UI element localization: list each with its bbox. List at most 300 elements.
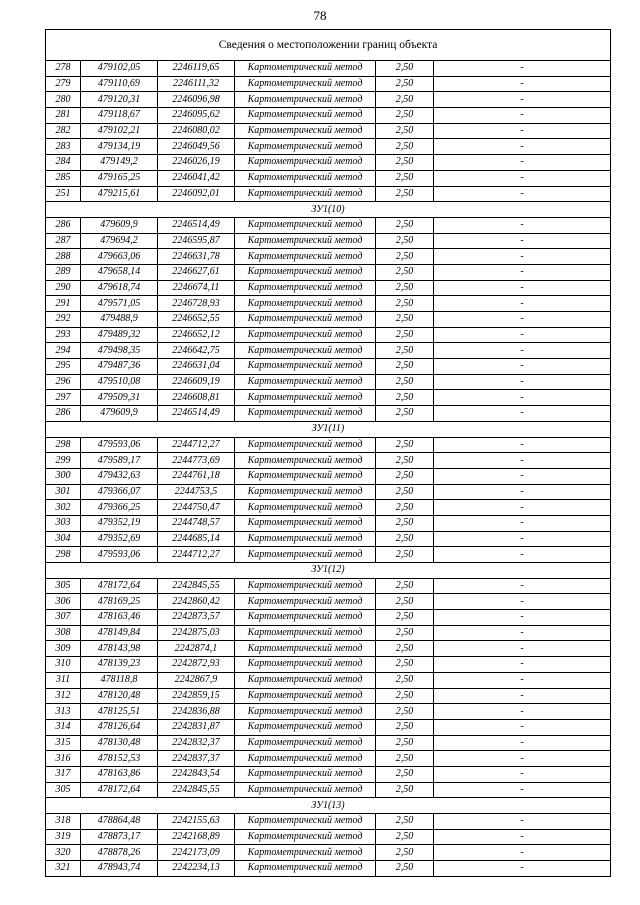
y-coordinate: 2242836,88 bbox=[158, 704, 235, 720]
method-cell: Картометрический метод bbox=[235, 782, 376, 798]
accuracy-cell: 2,50 bbox=[376, 186, 434, 202]
point-number: 305 bbox=[46, 782, 81, 798]
boundary-coordinates-table bbox=[45, 29, 611, 877]
y-coordinate: 2244773,69 bbox=[158, 453, 235, 469]
x-coordinate: 479571,05 bbox=[81, 296, 158, 312]
accuracy-cell: 2,50 bbox=[376, 484, 434, 500]
x-coordinate: 478149,84 bbox=[81, 625, 158, 641]
table-row bbox=[46, 312, 611, 328]
method-cell: Картометрический метод bbox=[235, 186, 376, 202]
point-number: 280 bbox=[46, 92, 81, 108]
table-row bbox=[46, 861, 611, 877]
y-coordinate: 2246514,49 bbox=[158, 217, 235, 233]
method-cell: Картометрический метод bbox=[235, 170, 376, 186]
accuracy-cell: 2,50 bbox=[376, 123, 434, 139]
y-coordinate: 2246092,01 bbox=[158, 186, 235, 202]
description-cell: - bbox=[434, 468, 611, 484]
accuracy-cell: 2,50 bbox=[376, 233, 434, 249]
x-coordinate: 479149,2 bbox=[81, 155, 158, 171]
accuracy-cell: 2,50 bbox=[376, 547, 434, 563]
x-coordinate: 479509,31 bbox=[81, 390, 158, 406]
point-number: 279 bbox=[46, 76, 81, 92]
x-coordinate: 479510,08 bbox=[81, 374, 158, 390]
point-number: 282 bbox=[46, 123, 81, 139]
accuracy-cell: 2,50 bbox=[376, 217, 434, 233]
accuracy-cell: 2,50 bbox=[376, 688, 434, 704]
point-number: 311 bbox=[46, 672, 81, 688]
y-coordinate: 2246652,12 bbox=[158, 327, 235, 343]
x-coordinate: 479487,36 bbox=[81, 359, 158, 375]
y-coordinate: 2244712,27 bbox=[158, 437, 235, 453]
accuracy-cell: 2,50 bbox=[376, 249, 434, 265]
x-coordinate: 478172,64 bbox=[81, 578, 158, 594]
point-number: 319 bbox=[46, 829, 81, 845]
description-cell: - bbox=[434, 217, 611, 233]
y-coordinate: 2242872,93 bbox=[158, 657, 235, 673]
table-row bbox=[46, 123, 611, 139]
y-coordinate: 2242845,55 bbox=[158, 782, 235, 798]
description-cell: - bbox=[434, 312, 611, 328]
y-coordinate: 2242845,55 bbox=[158, 578, 235, 594]
method-cell: Картометрический метод bbox=[235, 123, 376, 139]
x-coordinate: 478873,17 bbox=[81, 829, 158, 845]
table-row bbox=[46, 233, 611, 249]
description-cell: - bbox=[434, 625, 611, 641]
table-row bbox=[46, 139, 611, 155]
table-row bbox=[46, 688, 611, 704]
accuracy-cell: 2,50 bbox=[376, 296, 434, 312]
table-row bbox=[46, 814, 611, 830]
table-row bbox=[46, 108, 611, 124]
description-cell: - bbox=[434, 704, 611, 720]
y-coordinate: 2246026,19 bbox=[158, 155, 235, 171]
method-cell: Картометрический метод bbox=[235, 625, 376, 641]
description-cell: - bbox=[434, 657, 611, 673]
method-cell: Картометрический метод bbox=[235, 547, 376, 563]
description-cell: - bbox=[434, 751, 611, 767]
y-coordinate: 2246095,62 bbox=[158, 108, 235, 124]
x-coordinate: 479609,9 bbox=[81, 217, 158, 233]
x-coordinate: 479593,06 bbox=[81, 547, 158, 563]
y-coordinate: 2246041,42 bbox=[158, 170, 235, 186]
method-cell: Картометрический метод bbox=[235, 249, 376, 265]
y-coordinate: 2246609,19 bbox=[158, 374, 235, 390]
x-coordinate: 479489,32 bbox=[81, 327, 158, 343]
table-row bbox=[46, 359, 611, 375]
accuracy-cell: 2,50 bbox=[376, 625, 434, 641]
method-cell: Картометрический метод bbox=[235, 594, 376, 610]
description-cell: - bbox=[434, 500, 611, 516]
description-cell: - bbox=[434, 186, 611, 202]
point-number: 290 bbox=[46, 280, 81, 296]
accuracy-cell: 2,50 bbox=[376, 390, 434, 406]
x-coordinate: 478152,53 bbox=[81, 751, 158, 767]
method-cell: Картометрический метод bbox=[235, 704, 376, 720]
section-label: ЗУ1(13) bbox=[46, 798, 611, 814]
y-coordinate: 2246595,87 bbox=[158, 233, 235, 249]
table-row bbox=[46, 610, 611, 626]
table-title-row bbox=[46, 30, 611, 61]
table-row bbox=[46, 406, 611, 422]
y-coordinate: 2246627,61 bbox=[158, 264, 235, 280]
x-coordinate: 479352,19 bbox=[81, 515, 158, 531]
point-number: 317 bbox=[46, 766, 81, 782]
y-coordinate: 2242831,87 bbox=[158, 719, 235, 735]
point-number: 298 bbox=[46, 547, 81, 563]
accuracy-cell: 2,50 bbox=[376, 719, 434, 735]
y-coordinate: 2242875,03 bbox=[158, 625, 235, 641]
x-coordinate: 478125,51 bbox=[81, 704, 158, 720]
x-coordinate: 478139,23 bbox=[81, 657, 158, 673]
table-row bbox=[46, 829, 611, 845]
method-cell: Картометрический метод bbox=[235, 390, 376, 406]
y-coordinate: 2246096,98 bbox=[158, 92, 235, 108]
description-cell: - bbox=[434, 327, 611, 343]
method-cell: Картометрический метод bbox=[235, 845, 376, 861]
method-cell: Картометрический метод bbox=[235, 61, 376, 77]
table-row bbox=[46, 280, 611, 296]
accuracy-cell: 2,50 bbox=[376, 61, 434, 77]
point-number: 309 bbox=[46, 641, 81, 657]
accuracy-cell: 2,50 bbox=[376, 406, 434, 422]
method-cell: Картометрический метод bbox=[235, 672, 376, 688]
description-cell: - bbox=[434, 139, 611, 155]
y-coordinate: 2242860,42 bbox=[158, 594, 235, 610]
table-row bbox=[46, 468, 611, 484]
description-cell: - bbox=[434, 343, 611, 359]
accuracy-cell: 2,50 bbox=[376, 155, 434, 171]
description-cell: - bbox=[434, 610, 611, 626]
accuracy-cell: 2,50 bbox=[376, 829, 434, 845]
table-row bbox=[46, 76, 611, 92]
accuracy-cell: 2,50 bbox=[376, 343, 434, 359]
description-cell: - bbox=[434, 719, 611, 735]
point-number: 306 bbox=[46, 594, 81, 610]
accuracy-cell: 2,50 bbox=[376, 468, 434, 484]
point-number: 251 bbox=[46, 186, 81, 202]
method-cell: Картометрический метод bbox=[235, 657, 376, 673]
table-row bbox=[46, 845, 611, 861]
point-number: 299 bbox=[46, 453, 81, 469]
y-coordinate: 2242859,15 bbox=[158, 688, 235, 704]
x-coordinate: 479663,06 bbox=[81, 249, 158, 265]
point-number: 295 bbox=[46, 359, 81, 375]
method-cell: Картометрический метод bbox=[235, 233, 376, 249]
table-title: Сведения о местоположении границ объекта bbox=[46, 30, 611, 61]
description-cell: - bbox=[434, 155, 611, 171]
method-cell: Картометрический метод bbox=[235, 406, 376, 422]
point-number: 315 bbox=[46, 735, 81, 751]
description-cell: - bbox=[434, 672, 611, 688]
table-row bbox=[46, 751, 611, 767]
method-cell: Картометрический метод bbox=[235, 484, 376, 500]
x-coordinate: 479352,69 bbox=[81, 531, 158, 547]
y-coordinate: 2246608,81 bbox=[158, 390, 235, 406]
point-number: 308 bbox=[46, 625, 81, 641]
accuracy-cell: 2,50 bbox=[376, 751, 434, 767]
section-row bbox=[46, 202, 611, 218]
y-coordinate: 2242168,89 bbox=[158, 829, 235, 845]
accuracy-cell: 2,50 bbox=[376, 264, 434, 280]
table-row bbox=[46, 296, 611, 312]
point-number: 287 bbox=[46, 233, 81, 249]
description-cell: - bbox=[434, 61, 611, 77]
method-cell: Картометрический метод bbox=[235, 531, 376, 547]
y-coordinate: 2246631,04 bbox=[158, 359, 235, 375]
table-row bbox=[46, 594, 611, 610]
point-number: 321 bbox=[46, 861, 81, 877]
accuracy-cell: 2,50 bbox=[376, 437, 434, 453]
x-coordinate: 478120,48 bbox=[81, 688, 158, 704]
description-cell: - bbox=[434, 547, 611, 563]
method-cell: Картометрический метод bbox=[235, 312, 376, 328]
method-cell: Картометрический метод bbox=[235, 374, 376, 390]
accuracy-cell: 2,50 bbox=[376, 92, 434, 108]
method-cell: Картометрический метод bbox=[235, 296, 376, 312]
section-label: ЗУ1(11) bbox=[46, 421, 611, 437]
method-cell: Картометрический метод bbox=[235, 861, 376, 877]
table-row bbox=[46, 719, 611, 735]
accuracy-cell: 2,50 bbox=[376, 657, 434, 673]
description-cell: - bbox=[434, 108, 611, 124]
x-coordinate: 479366,25 bbox=[81, 500, 158, 516]
description-cell: - bbox=[434, 359, 611, 375]
table-row bbox=[46, 531, 611, 547]
description-cell: - bbox=[434, 390, 611, 406]
x-coordinate: 478163,46 bbox=[81, 610, 158, 626]
y-coordinate: 2246111,32 bbox=[158, 76, 235, 92]
accuracy-cell: 2,50 bbox=[376, 845, 434, 861]
table-row bbox=[46, 437, 611, 453]
y-coordinate: 2244750,47 bbox=[158, 500, 235, 516]
point-number: 292 bbox=[46, 312, 81, 328]
point-number: 320 bbox=[46, 845, 81, 861]
method-cell: Картометрический метод bbox=[235, 92, 376, 108]
table-row bbox=[46, 217, 611, 233]
y-coordinate: 2242234,13 bbox=[158, 861, 235, 877]
y-coordinate: 2246049,56 bbox=[158, 139, 235, 155]
description-cell: - bbox=[434, 782, 611, 798]
method-cell: Картометрический метод bbox=[235, 139, 376, 155]
point-number: 294 bbox=[46, 343, 81, 359]
accuracy-cell: 2,50 bbox=[376, 453, 434, 469]
table-row bbox=[46, 264, 611, 280]
accuracy-cell: 2,50 bbox=[376, 814, 434, 830]
method-cell: Картометрический метод bbox=[235, 468, 376, 484]
section-row bbox=[46, 563, 611, 579]
method-cell: Картометрический метод bbox=[235, 327, 376, 343]
x-coordinate: 479366,07 bbox=[81, 484, 158, 500]
method-cell: Картометрический метод bbox=[235, 766, 376, 782]
point-number: 289 bbox=[46, 264, 81, 280]
method-cell: Картометрический метод bbox=[235, 829, 376, 845]
description-cell: - bbox=[434, 814, 611, 830]
description-cell: - bbox=[434, 594, 611, 610]
x-coordinate: 478943,74 bbox=[81, 861, 158, 877]
description-cell: - bbox=[434, 515, 611, 531]
x-coordinate: 478143,98 bbox=[81, 641, 158, 657]
description-cell: - bbox=[434, 484, 611, 500]
x-coordinate: 478169,25 bbox=[81, 594, 158, 610]
y-coordinate: 2246119,65 bbox=[158, 61, 235, 77]
section-row bbox=[46, 798, 611, 814]
point-number: 281 bbox=[46, 108, 81, 124]
table-row bbox=[46, 766, 611, 782]
point-number: 305 bbox=[46, 578, 81, 594]
description-cell: - bbox=[434, 170, 611, 186]
method-cell: Картометрический метод bbox=[235, 437, 376, 453]
point-number: 286 bbox=[46, 217, 81, 233]
accuracy-cell: 2,50 bbox=[376, 531, 434, 547]
method-cell: Картометрический метод bbox=[235, 108, 376, 124]
accuracy-cell: 2,50 bbox=[376, 672, 434, 688]
table-row bbox=[46, 657, 611, 673]
x-coordinate: 479102,05 bbox=[81, 61, 158, 77]
table-row bbox=[46, 390, 611, 406]
table-row bbox=[46, 92, 611, 108]
point-number: 297 bbox=[46, 390, 81, 406]
description-cell: - bbox=[434, 76, 611, 92]
x-coordinate: 479593,06 bbox=[81, 437, 158, 453]
y-coordinate: 2246652,55 bbox=[158, 312, 235, 328]
accuracy-cell: 2,50 bbox=[376, 327, 434, 343]
method-cell: Картометрический метод bbox=[235, 155, 376, 171]
table-row bbox=[46, 578, 611, 594]
x-coordinate: 478864,48 bbox=[81, 814, 158, 830]
table-row bbox=[46, 735, 611, 751]
table-row bbox=[46, 327, 611, 343]
table-row bbox=[46, 249, 611, 265]
table-row bbox=[46, 374, 611, 390]
method-cell: Картометрический метод bbox=[235, 641, 376, 657]
y-coordinate: 2246080,02 bbox=[158, 123, 235, 139]
point-number: 296 bbox=[46, 374, 81, 390]
x-coordinate: 479498,35 bbox=[81, 343, 158, 359]
method-cell: Картометрический метод bbox=[235, 515, 376, 531]
x-coordinate: 478118,8 bbox=[81, 672, 158, 688]
table-row bbox=[46, 625, 611, 641]
point-number: 307 bbox=[46, 610, 81, 626]
accuracy-cell: 2,50 bbox=[376, 170, 434, 186]
section-label: ЗУ1(12) bbox=[46, 563, 611, 579]
section-label: ЗУ1(10) bbox=[46, 202, 611, 218]
x-coordinate: 479694,2 bbox=[81, 233, 158, 249]
table-row bbox=[46, 484, 611, 500]
y-coordinate: 2242173,09 bbox=[158, 845, 235, 861]
method-cell: Картометрический метод bbox=[235, 578, 376, 594]
accuracy-cell: 2,50 bbox=[376, 610, 434, 626]
y-coordinate: 2246514,49 bbox=[158, 406, 235, 422]
y-coordinate: 2242843,54 bbox=[158, 766, 235, 782]
accuracy-cell: 2,50 bbox=[376, 641, 434, 657]
accuracy-cell: 2,50 bbox=[376, 578, 434, 594]
x-coordinate: 479618,74 bbox=[81, 280, 158, 296]
accuracy-cell: 2,50 bbox=[376, 359, 434, 375]
x-coordinate: 479118,67 bbox=[81, 108, 158, 124]
point-number: 298 bbox=[46, 437, 81, 453]
method-cell: Картометрический метод bbox=[235, 453, 376, 469]
accuracy-cell: 2,50 bbox=[376, 280, 434, 296]
accuracy-cell: 2,50 bbox=[376, 312, 434, 328]
table-row bbox=[46, 547, 611, 563]
accuracy-cell: 2,50 bbox=[376, 861, 434, 877]
description-cell: - bbox=[434, 280, 611, 296]
method-cell: Картометрический метод bbox=[235, 264, 376, 280]
x-coordinate: 478878,26 bbox=[81, 845, 158, 861]
point-number: 303 bbox=[46, 515, 81, 531]
table-row bbox=[46, 453, 611, 469]
accuracy-cell: 2,50 bbox=[376, 139, 434, 155]
description-cell: - bbox=[434, 249, 611, 265]
method-cell: Картометрический метод bbox=[235, 343, 376, 359]
point-number: 318 bbox=[46, 814, 81, 830]
point-number: 293 bbox=[46, 327, 81, 343]
y-coordinate: 2244685,14 bbox=[158, 531, 235, 547]
table-row bbox=[46, 704, 611, 720]
x-coordinate: 479102,21 bbox=[81, 123, 158, 139]
x-coordinate: 479589,17 bbox=[81, 453, 158, 469]
table-row bbox=[46, 170, 611, 186]
point-number: 278 bbox=[46, 61, 81, 77]
table-row bbox=[46, 782, 611, 798]
description-cell: - bbox=[434, 688, 611, 704]
y-coordinate: 2244761,18 bbox=[158, 468, 235, 484]
point-number: 304 bbox=[46, 531, 81, 547]
x-coordinate: 478126,64 bbox=[81, 719, 158, 735]
y-coordinate: 2242837,37 bbox=[158, 751, 235, 767]
method-cell: Картометрический метод bbox=[235, 688, 376, 704]
method-cell: Картометрический метод bbox=[235, 217, 376, 233]
description-cell: - bbox=[434, 845, 611, 861]
description-cell: - bbox=[434, 861, 611, 877]
table-row bbox=[46, 155, 611, 171]
section-row bbox=[46, 421, 611, 437]
method-cell: Картометрический метод bbox=[235, 359, 376, 375]
method-cell: Картометрический метод bbox=[235, 719, 376, 735]
method-cell: Картометрический метод bbox=[235, 814, 376, 830]
table-row bbox=[46, 343, 611, 359]
point-number: 291 bbox=[46, 296, 81, 312]
table-row bbox=[46, 641, 611, 657]
description-cell: - bbox=[434, 766, 611, 782]
description-cell: - bbox=[434, 406, 611, 422]
description-cell: - bbox=[434, 453, 611, 469]
table-row bbox=[46, 61, 611, 77]
point-number: 286 bbox=[46, 406, 81, 422]
x-coordinate: 478130,48 bbox=[81, 735, 158, 751]
point-number: 300 bbox=[46, 468, 81, 484]
y-coordinate: 2246642,75 bbox=[158, 343, 235, 359]
table-row bbox=[46, 515, 611, 531]
description-cell: - bbox=[434, 374, 611, 390]
point-number: 316 bbox=[46, 751, 81, 767]
table-row bbox=[46, 186, 611, 202]
description-cell: - bbox=[434, 233, 611, 249]
description-cell: - bbox=[434, 829, 611, 845]
x-coordinate: 479609,9 bbox=[81, 406, 158, 422]
page-number: 78 bbox=[313, 8, 327, 23]
table-row bbox=[46, 672, 611, 688]
y-coordinate: 2242874,1 bbox=[158, 641, 235, 657]
accuracy-cell: 2,50 bbox=[376, 782, 434, 798]
y-coordinate: 2242832,37 bbox=[158, 735, 235, 751]
description-cell: - bbox=[434, 735, 611, 751]
description-cell: - bbox=[434, 578, 611, 594]
method-cell: Картометрический метод bbox=[235, 76, 376, 92]
description-cell: - bbox=[434, 92, 611, 108]
method-cell: Картометрический метод bbox=[235, 500, 376, 516]
method-cell: Картометрический метод bbox=[235, 280, 376, 296]
